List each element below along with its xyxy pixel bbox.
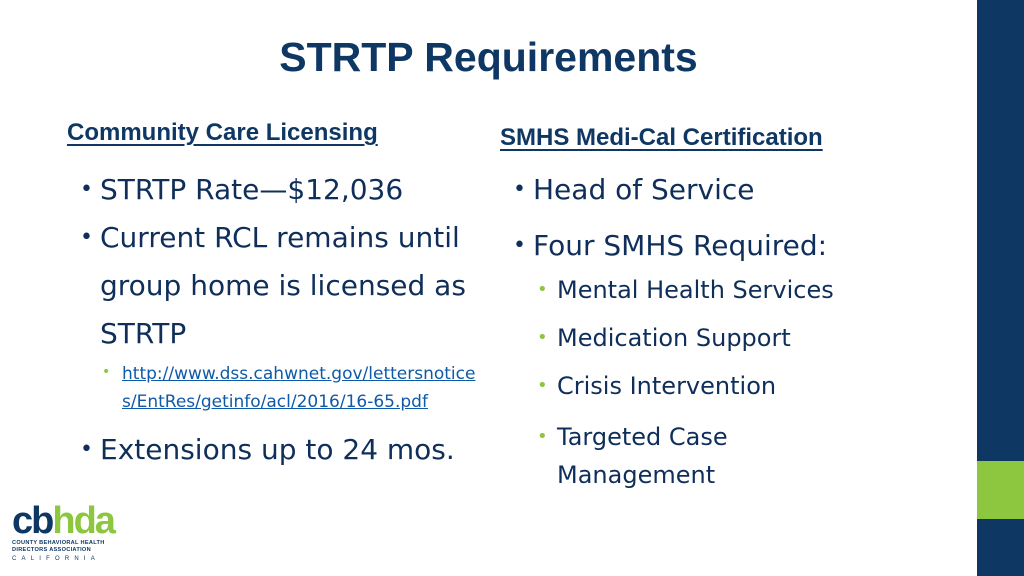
sub-list-item-text: Mental Health Services [557, 276, 834, 304]
link-list-item [102, 360, 485, 416]
logo-mark [12, 502, 122, 540]
bullet-icon: • [80, 437, 93, 462]
right-bullet-list [513, 166, 953, 510]
right-column-heading: SMHS Medi-Cal Certification [500, 124, 823, 151]
bullet-icon: • [537, 327, 548, 348]
sub-list-item [537, 322, 953, 354]
list-item [513, 222, 953, 270]
list-item [80, 166, 485, 214]
bullet-icon: • [537, 426, 548, 447]
sub-list-item [537, 274, 953, 306]
list-item-text: Extensions up to 24 mos. [100, 433, 455, 466]
bullet-icon: • [537, 375, 548, 396]
list-item [513, 166, 953, 214]
left-column-heading: Community Care Licensing [67, 119, 378, 146]
slide-title: STRTP Requirements [279, 34, 698, 80]
sub-bullet-list [537, 274, 953, 494]
list-item-text: Four SMHS Required: [533, 229, 828, 262]
logo-mark-part2: hda [52, 500, 114, 542]
sub-list-container [533, 274, 953, 494]
logo-line1: COUNTY BEHAVIORAL HEALTH [12, 540, 105, 546]
bullet-icon: • [80, 177, 93, 202]
sub-list-item [537, 418, 787, 494]
acl-link[interactable]: http://www.dss.cahwnet.gov/lettersnotices/EntRes/getinfo/acl/2016/16-65.pdf [122, 364, 476, 412]
side-accent-green-block [977, 461, 1024, 519]
bullet-icon: • [513, 233, 526, 258]
sub-list-item-text: Medication Support [557, 324, 791, 352]
bullet-icon: • [537, 279, 548, 300]
sub-list-item-text: Crisis Intervention [557, 372, 777, 400]
list-item-text: Current RCL remains until group home is licensed as STRTP [100, 221, 466, 350]
logo-state: CALIFORNIA [12, 556, 101, 562]
sub-list-item [537, 370, 953, 402]
bullet-icon: • [80, 225, 93, 250]
logo-mark-part1: cb [12, 500, 53, 542]
sub-list-item-text: Targeted Case Management [557, 423, 728, 489]
bullet-icon: • [513, 177, 526, 202]
list-item-text: STRTP Rate—$12,036 [100, 173, 404, 206]
bullet-icon: • [102, 364, 111, 380]
logo-line2: DIRECTORS ASSOCIATION [12, 547, 91, 553]
left-bullet-list [80, 166, 485, 474]
list-item-text: Head of Service [533, 173, 755, 206]
list-item [80, 426, 485, 474]
list-item [80, 214, 485, 358]
cbhda-logo [12, 502, 122, 572]
